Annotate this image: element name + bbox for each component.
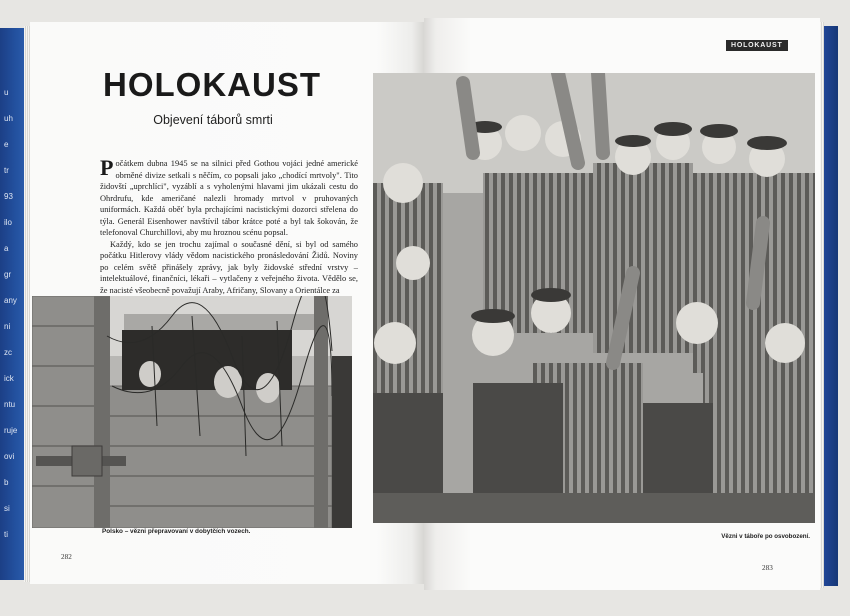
liberated-prisoners-illustration	[373, 73, 815, 523]
cover-edge-fragment: ruje	[4, 426, 18, 435]
cattle-car-illustration	[32, 296, 352, 528]
cover-edge-fragment: any	[4, 296, 17, 305]
cover-edge-fragment: e	[4, 140, 9, 149]
cover-edge-fragment: ilo	[4, 218, 13, 227]
book-cover-right-edge	[822, 26, 838, 586]
page-number-left: 282	[61, 553, 72, 561]
cover-edge-fragment: ni	[4, 322, 11, 331]
photo-cattle-car	[32, 296, 352, 528]
article-body	[100, 155, 358, 296]
cover-edge-fragment: 93	[4, 192, 13, 201]
cover-edge-fragment: u	[4, 88, 9, 97]
cover-edge-fragment: zc	[4, 348, 12, 357]
cover-edge-fragment: ovi	[4, 452, 15, 461]
page-subtitle: Objevení táborů smrti	[153, 113, 273, 127]
photo-caption-left: Polsko – vězni přepravovaní v dobytčích vozech.	[102, 528, 251, 535]
photo-caption-right: Vězni v táboře po osvobození.	[721, 533, 810, 540]
cover-edge-fragment: gr	[4, 270, 12, 279]
drop-cap: P	[100, 155, 114, 180]
paragraph-1	[100, 155, 358, 239]
cover-edge-fragment: a	[4, 244, 9, 253]
book-cover-left-edge	[0, 28, 26, 580]
cover-edge-fragment: b	[4, 478, 9, 487]
cover-edge-fragment: ntu	[4, 400, 16, 409]
cover-edge-fragment: uh	[4, 114, 13, 123]
section-tag: HOLOKAUST	[726, 40, 788, 51]
paragraph-2: Každý, kdo se jen trochu zajímal o současné dění, si byl od samého počátku Hitlerovy vlády vědom nacistického pronásledování Židů. Noviny po celém světě přinášely zprávy, jak byly židovské střední vrstvy – intelektuálové, finančníci, lékaři – vytlačeny z veřejného života. Vědělo se, že nacisté všeobecně považují Araby, Afričany, Slovany a Orientálce za	[100, 239, 358, 295]
page-number-right: 283	[762, 564, 773, 572]
cover-edge-fragment: ti	[4, 530, 8, 539]
paragraph-1-text: očátkem dubna 1945 se na silnici před Gothou vojáci jedné americké obrněné divize setkali s něčím, co popsali jako „chodící mrtvoly". Tito židovští „uprchlíci", vyzáblí a s vyholenými hlavami jim ukázali cestu do Ohrdrufu, kde američané nalezli hromady mrtvol v pruhovaných uniformách. Každá oběť byla prchajícími nacistickými dozorci střelena do týla. Generál Eisenhower navštívil tábor krátce poté a byl tak šokován, že telefonoval Churchillovi, aby mu hroznou scénu popsal.	[100, 159, 358, 237]
cover-edge-fragment: tr	[4, 166, 9, 175]
cover-edge-fragment: si	[4, 504, 10, 513]
page-title: HOLOKAUST	[103, 66, 321, 103]
cover-edge-fragment: ick	[4, 374, 14, 383]
photo-liberated-prisoners	[373, 73, 815, 523]
